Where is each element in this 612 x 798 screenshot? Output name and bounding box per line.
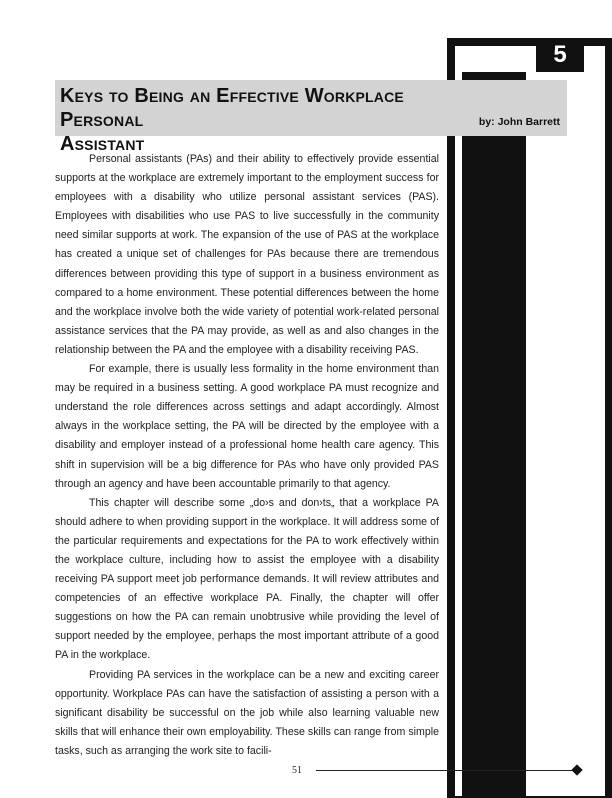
author-byline: by: John Barrett xyxy=(478,116,560,128)
body-text xyxy=(55,150,439,761)
footer-rule xyxy=(316,770,574,771)
page-number: 51 xyxy=(292,765,302,776)
chapter-bar-band xyxy=(462,72,526,798)
chapter-number: 5 xyxy=(536,38,584,72)
paragraph-1: Personal assistants (PAs) and their ability to effectively provide essential supports at the workplace are extremely important to the employment success for employees with a disability who utilize personal assistant services (PAS). Employees with disabilities who use PAS to live successfully in the community need similar supports at work. The expansion of the use of PAS at the workplace has created a unique set of challenges for PAs because there are tremendous differences between providing this type of support in a business environment as compared to a home environment. These potential differences between the home and the workplace involve both the wide variety of potential work-related personal assistance services that the PA may provide, as well as and also changes in the relationship between the PA and the employee with a disability receiving PAS. xyxy=(55,153,439,356)
paragraph-4: Providing PA services in the workplace can be a new and exciting career opportunity. Workplace PAs can have the satisfaction of assisting a person with a significant disability be successful on the job while also learning valuable new skills that will enhance their own employability. These skills can range from simple tasks, such as arranging the work site to facili- xyxy=(55,668,439,757)
paragraph-2: For example, there is usually less formality in the home environment than may be required in a business setting. A good workplace PA must recognize and understand the role differences across settings and adapt accordingly. Almost always in the workplace setting, the PA will be directed by the employee with a disability and employer instead of a professional home health care agency. This shift in supervision will be a big difference for PAs who have only provided PAS through an agency and have been accountable primarily to that agency. xyxy=(55,363,439,490)
chapter-title-line-1: Keys to Being an Effective Workplace Personal xyxy=(60,85,404,131)
paragraph-3: This chapter will describe some „do›s and don›ts„ that a workplace PA should adhere to when providing support in the workplace. It will address some of the particular requirements and expectations for the PA to work effectively within the workplace culture, including how to assist the employee with a disability receiving PA support meet job performance demands. It will review attributes and competencies of an effective workplace PA. Finally, the chapter will offer suggestions on how the PA can remain unobtrusive while providing the level of support needed by the employee, perhaps the most important attribute of a good PA in the workplace. xyxy=(55,496,439,662)
chapter-title-line-2: Assistant xyxy=(60,133,145,155)
chapter-title xyxy=(60,84,480,156)
